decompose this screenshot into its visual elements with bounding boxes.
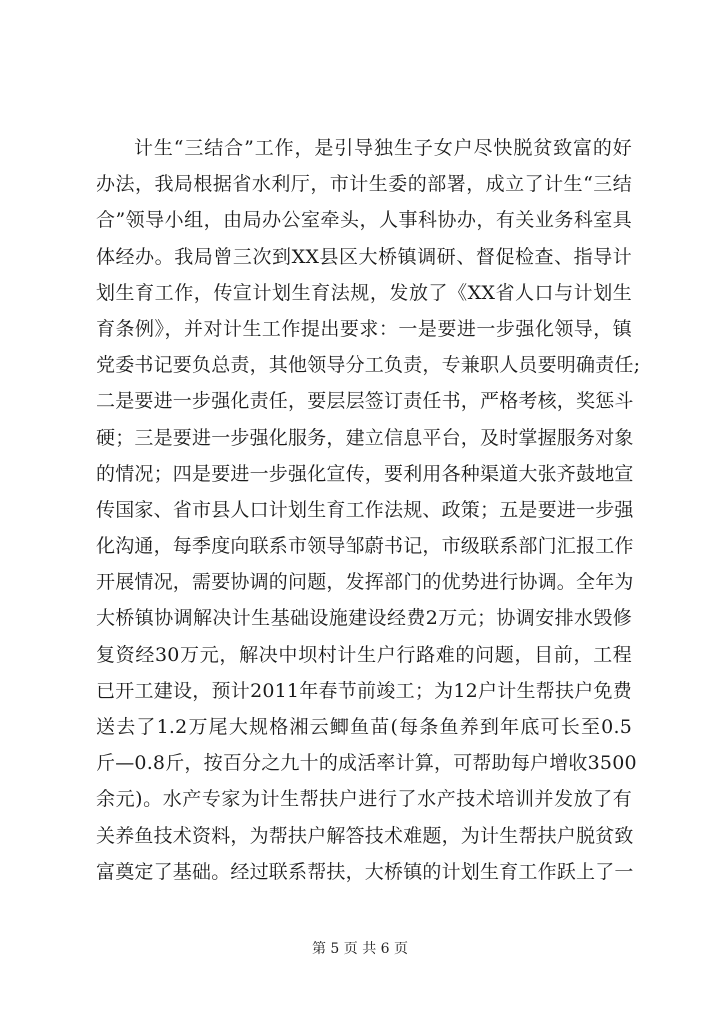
text-line: 传国家、省市县人口计划生育工作法规、政策；五是要进一步强: [96, 498, 634, 521]
text-line: 体经办。我局曾三次到XX县区大桥镇调研、督促检查、指导计: [96, 245, 632, 268]
text-line: 计生“三结合”工作，是引导独生子女户尽快脱贫致富的好: [134, 137, 632, 159]
text-line: 斤—0.8斤，按百分之九十的成活率计算，可帮助每户增收3500: [96, 752, 637, 775]
text-line: 大桥镇协调解决计生基础设施建设经费2万元；协调安排水毁修: [96, 607, 632, 630]
text-line: 余元)。水产专家为计生帮扶户进行了水产技术培训并发放了有: [96, 788, 632, 811]
text-line: 育条例》，并对计生工作提出要求：一是要进一步强化领导，镇: [96, 317, 632, 340]
page-number-footer: 第 5 页 共 6 页: [311, 941, 409, 957]
text-line: 开展情况，需要协调的问题，发挥部门的优势进行协调。全年为: [96, 571, 634, 594]
body-paragraph: [96, 130, 641, 890]
text-line: 划生育工作，传宣计划生育法规，发放了《XX省人口与计划生: [96, 281, 632, 304]
text-line: 党委书记要负总责，其他领导分工负责，专兼职人员要明确责任;: [96, 354, 641, 377]
text-line: 富奠定了基础。经过联系帮扶，大桥镇的计划生育工作跃上了一: [96, 860, 634, 883]
text-line: 关养鱼技术资料，为帮扶户解答技术难题，为计生帮扶户脱贫致: [96, 824, 634, 847]
text-line: 合”领导小组，由局办公室牵头，人事科协办，有关业务科室具: [96, 209, 632, 232]
text-line: 办法，我局根据省水利厅，市计生委的部署，成立了计生“三结: [96, 173, 632, 196]
text-line: 硬；三是要进一步强化服务，建立信息平台，及时掌握服务对象: [96, 426, 634, 449]
text-line: 复资经30万元，解决中坝村计生户行路难的问题，目前，工程: [96, 643, 632, 666]
text-line: 化沟通，每季度向联系市领导邹蔚书记，市级联系部门汇报工作: [96, 535, 634, 558]
text-line: 的情况；四是要进一步强化宣传，要利用各种渠道大张齐鼓地宣: [96, 462, 634, 485]
text-line: 二是要进一步强化责任，要层层签订责任书，严格考核，奖惩斗: [96, 390, 634, 413]
text-line: 送去了1.2万尾大规格湘云鲫鱼苗(每条鱼养到年底可长至0.5: [96, 716, 632, 738]
text-line: 已开工建设，预计2011年春节前竣工；为12户计生帮扶户免费: [96, 679, 632, 702]
